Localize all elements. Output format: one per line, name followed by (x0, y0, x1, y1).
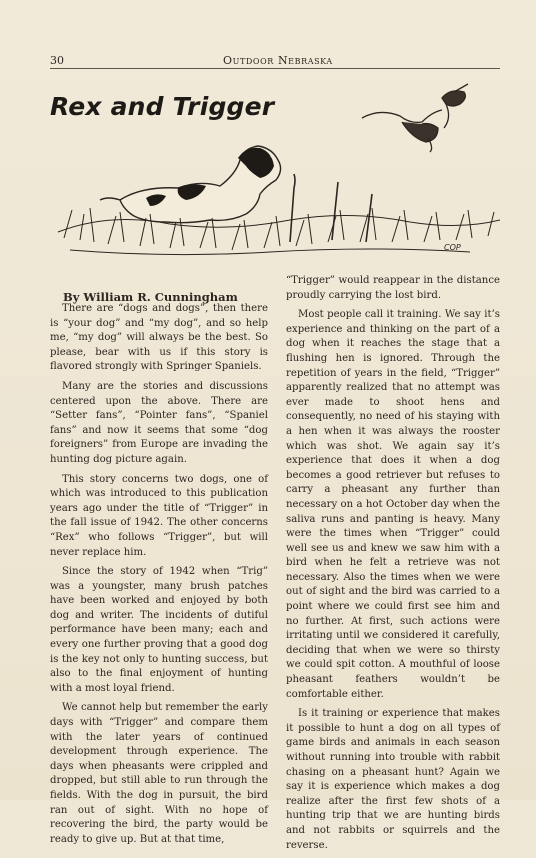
paragraph: We cannot help but remember the early days with “Trigger” and compare them with the later years of continued development through experience. The days when pheasants were crippled and dropped, but still able to run through the fields. With the dog in pursuit, the bird ran out of sight. With no hope of recovering the bird, the party would be ready to give up. But at that time, (50, 702, 268, 845)
column-right (286, 274, 500, 858)
page-number: 30 (50, 54, 64, 67)
flying-pheasants-drawing (362, 84, 468, 152)
artist-signature: COP (444, 243, 461, 252)
column-left (50, 302, 268, 852)
byline: By William R. Cunningham (63, 290, 238, 304)
paragraph: There are “dogs and dogs”, then there is “your dog” and “my dog”, and so help me, “my dog” will always be the best. So please, bear with us if this story is flavored strongly with Springer Spaniels. (50, 303, 268, 373)
grass-drawing (58, 174, 500, 255)
paragraph: Most people call it training. We say it’s experience and thinking on the part of a dog when it reaches the stage that a flushing hen is ignored. Through the repetition of years in the field, “Trigger” apparently realized that no attempt was ever made to shoot hens and consequently, no need of his staying with a hen when it was always the rooster which was shot. We again say it’s experience that does it when a dog becomes a good retriever but refuses to carry a pheasant any further than necessary on a hot October day when the saliva runs and panting is heavy. Many were the times when “Trigger” could well see us and knew we saw him with a bird when he felt a retrieve was not necessary. Also the times when we were out of sight and the bird was carried to a point where we could first see him and no further. At first, such actions were irritating until we considered it carefully, deciding that when we were so thirsty we could spit cotton. A mouthful of loose pheasant feathers wouldn’t be comfortable either. (286, 309, 500, 700)
paragraph: Many are the stories and discussions centered upon the above. There are “Setter fans”, “Pointer fans”, “Spaniel fans” and now it seems that some “dog foreigners” from Europe are invading the hunting dog picture again. (50, 380, 268, 465)
paragraph: This story concerns two dogs, one of which was introduced to this publication years ago under the title of “Trigger” in the fall issue of 1942. The other concerns “Rex” who follows “Trigger”, but will never replace him. (50, 473, 268, 558)
running-title: Outdoor Nebraska (223, 54, 333, 67)
paragraph-continued: “Trigger” would reappear in the distance proudly carrying the lost bird. (286, 275, 500, 301)
header-rule (50, 68, 500, 69)
paragraph: Since the story of 1942 when “Trig” was a youngster, many brush patches have been worked and enjoyed by both dog and writer. The incidents of dutiful performance have been many; each and every one further proving that a good dog is the key not only to hunting success, but also to the final enjoyment of hunting with a most loyal friend. (50, 566, 268, 694)
paragraph: Is it training or experience that makes it possible to hunt a dog on all types of game birds and animals in each season without running into trouble with rabbit chasing on a pheasant hunt? Again we say it is experience which makes a dog realize after the first few shots of a hunting trip that we are hunting birds and not rabbits or squirrels and the reverse. (286, 708, 500, 851)
article-title: Rex and Trigger (50, 92, 275, 121)
springer-spaniel-drawing (100, 146, 281, 223)
